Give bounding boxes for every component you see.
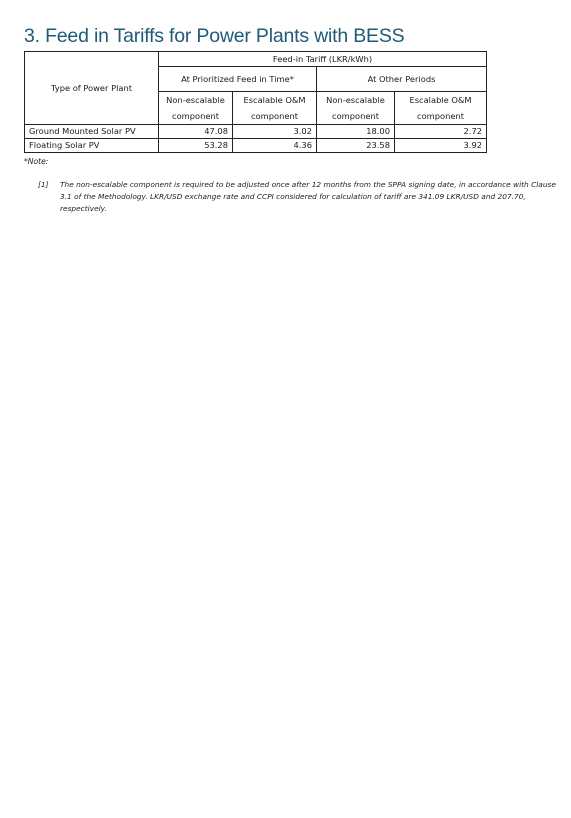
tariff-value-cell: 3.02 [233, 125, 317, 139]
component-header [395, 92, 487, 125]
tariff-value-cell: 4.36 [233, 139, 317, 153]
footnote-marker: [1] [38, 180, 49, 189]
tariff-value-cell: 3.92 [395, 139, 487, 153]
component-header-line: component [251, 111, 298, 121]
component-header [159, 92, 233, 125]
footnote [38, 179, 558, 214]
other-periods-header: At Other Periods [317, 67, 487, 92]
tariff-value-cell: 53.28 [159, 139, 233, 153]
footnote-text: The non-escalable component is required to be adjusted once after 12 months from the SPPA signing date, in accordance with Clause 3.1 of the Methodology. LKR/USD exchange rate and CCPI considered for calculation of tariff are 341.09 LKR/USD and 207.70, respectively. [60, 180, 556, 213]
tariff-value-cell: 18.00 [317, 125, 395, 139]
tariff-value-cell: 2.72 [395, 125, 487, 139]
component-header-line: component [172, 111, 219, 121]
component-header-line: Escalable O&M [409, 95, 472, 105]
component-header-line: Escalable O&M [243, 95, 306, 105]
power-plant-type-cell: Ground Mounted Solar PV [25, 125, 159, 139]
table-row [25, 125, 487, 139]
prioritized-feed-in-time-header: At Prioritized Feed in Time* [159, 67, 317, 92]
section-title: 3. Feed in Tariffs for Power Plants with BESS [24, 25, 405, 47]
power-plant-type-cell: Floating Solar PV [25, 139, 159, 153]
component-header-line: component [417, 111, 464, 121]
component-header-line: component [332, 111, 379, 121]
feed-in-tariff-table [24, 51, 487, 153]
feed-in-tariff-header: Feed-in Tariff (LKR/kWh) [159, 52, 487, 67]
table-row [25, 139, 487, 153]
component-header [317, 92, 395, 125]
tariff-value-cell: 23.58 [317, 139, 395, 153]
component-header [233, 92, 317, 125]
tariff-value-cell: 47.08 [159, 125, 233, 139]
type-of-power-plant-header: Type of Power Plant [25, 52, 159, 125]
component-header-line: Non-escalable [326, 95, 385, 105]
component-header-line: Non-escalable [166, 95, 225, 105]
note-label: *Note: [24, 157, 49, 166]
